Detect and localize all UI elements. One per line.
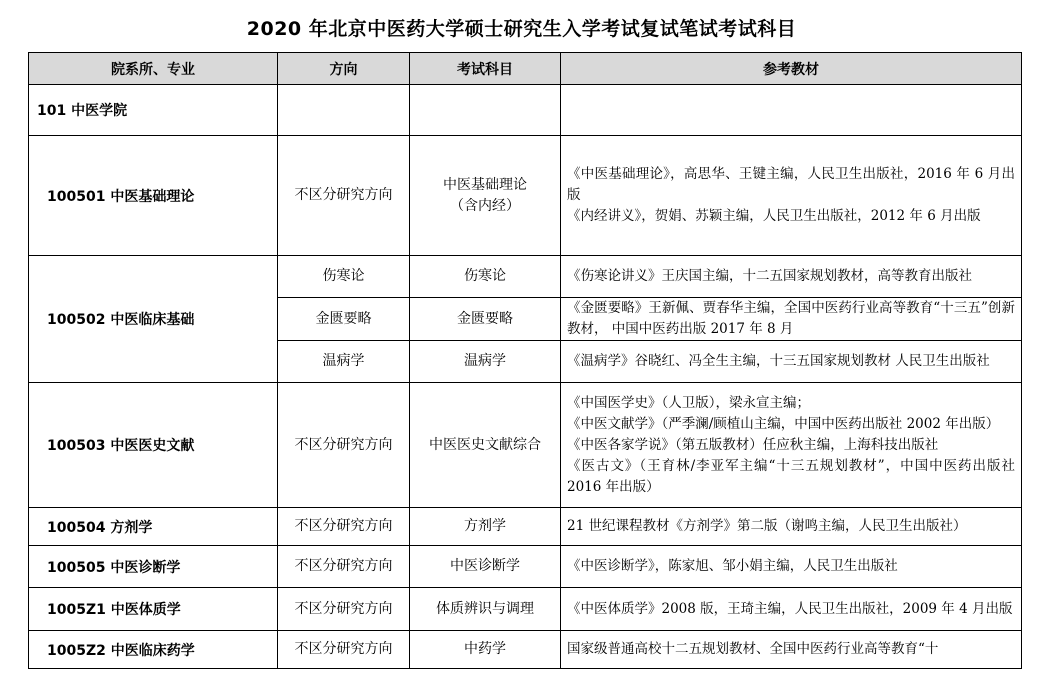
- textbook-cell: 《中医体质学》2008 版，王琦主编，人民卫生出版社，2009 年 4 月出版: [561, 588, 1022, 631]
- dept-cell: 100504 方剂学: [29, 508, 278, 546]
- subject-cell: 中药学: [410, 631, 561, 669]
- table-row: [29, 546, 1022, 588]
- dept-cell: 100503 中医医史文献: [29, 383, 278, 508]
- textbook-entry: 《内经讲义》，贺娟、苏颖主编，人民卫生出版社，2012 年 6 月出版: [567, 208, 981, 224]
- direction-cell: 金匮要略: [278, 298, 410, 341]
- textbook-cell: 21 世纪课程教材《方剂学》第二版（谢鸣主编，人民卫生出版社）: [561, 508, 1022, 546]
- textbook-entry: 《中医各家学说》（第五版教材）任应秋主编，上海科技出版社: [567, 436, 939, 453]
- dept-cell: 100505 中医诊断学: [29, 546, 278, 588]
- subject-cell: 温病学: [410, 341, 561, 383]
- table-row: [29, 508, 1022, 546]
- direction-cell: 不区分研究方向: [278, 546, 410, 588]
- subject-cell: 金匮要略: [410, 298, 561, 341]
- direction-cell: 不区分研究方向: [278, 136, 410, 256]
- table-row: [29, 136, 1022, 256]
- direction-cell: 伤寒论: [278, 256, 410, 298]
- direction-cell: 不区分研究方向: [278, 508, 410, 546]
- direction-cell: 不区分研究方向: [278, 588, 410, 631]
- subject-cell: [410, 85, 561, 136]
- table-row: [29, 256, 1022, 298]
- subject-cell: 中医诊断学: [410, 546, 561, 588]
- page-title: 2020 年北京中医药大学硕士研究生入学考试复试笔试考试科目: [246, 18, 797, 40]
- dept-cell: 100502 中医临床基础: [29, 256, 278, 383]
- exam-subjects-table: [28, 52, 1022, 669]
- table-row: [29, 631, 1022, 669]
- direction-cell: 不区分研究方向: [278, 383, 410, 508]
- direction-cell: 不区分研究方向: [278, 631, 410, 669]
- textbook-entry: 《医古文》（王育林/李亚军主编“十三五规划教材”，中国中医药出版社 2016 年出版）: [567, 457, 1015, 495]
- textbook-cell: 《中医诊断学》，陈家旭、邹小娟主编，人民卫生出版社: [561, 546, 1022, 588]
- dept-cell: 101 中医学院: [29, 85, 278, 136]
- header-direction: 方向: [278, 53, 410, 85]
- table-row: [29, 588, 1022, 631]
- textbook-entry: 《中医基础理论》，高思华、王键主编，人民卫生出版社，2016 年 6 月出版: [567, 166, 1015, 203]
- subject-cell: 方剂学: [410, 508, 561, 546]
- textbook-cell: [561, 136, 1022, 256]
- dept-cell: 1005Z1 中医体质学: [29, 588, 278, 631]
- textbook-cell: 《金匮要略》王新佩、贾春华主编，全国中医药行业高等教育“十三五”创新教材， 中国中医药出版 2017 年 8 月: [561, 298, 1022, 341]
- subject-line: 中医基础理论: [443, 176, 527, 193]
- subject-cell: 体质辨识与调理: [410, 588, 561, 631]
- direction-cell: 温病学: [278, 341, 410, 383]
- table-row: [29, 85, 1022, 136]
- table-row: [29, 383, 1022, 508]
- textbook-cell: 《温病学》谷晓红、冯全生主编，十三五国家规划教材 人民卫生出版社: [561, 341, 1022, 383]
- subject-cell: 伤寒论: [410, 256, 561, 298]
- subject-cell: [410, 136, 561, 256]
- table-header-row: [29, 53, 1022, 85]
- textbook-cell: 国家级普通高校十二五规划教材、全国中医药行业高等教育“十: [561, 631, 1022, 669]
- textbook-entry: 《中国医学史》（人卫版），梁永宣主编；: [567, 394, 810, 411]
- textbook-entry: 《中医文献学》（严季澜/顾植山主编，中国中医药出版社 2002 年出版）: [567, 415, 1000, 432]
- header-subject: 考试科目: [410, 53, 561, 85]
- header-dept: 院系所、专业: [29, 53, 278, 85]
- dept-cell: 100501 中医基础理论: [29, 136, 278, 256]
- direction-cell: [278, 85, 410, 136]
- dept-cell: 1005Z2 中医临床药学: [29, 631, 278, 669]
- subject-cell: 中医医史文献综合: [410, 383, 561, 508]
- textbook-cell: [561, 85, 1022, 136]
- header-textbook: 参考教材: [561, 53, 1022, 85]
- textbook-cell: 《伤寒论讲义》王庆国主编，十二五国家规划教材，高等教育出版社: [561, 256, 1022, 298]
- subject-line: （含内经）: [450, 197, 520, 214]
- textbook-cell: [561, 383, 1022, 508]
